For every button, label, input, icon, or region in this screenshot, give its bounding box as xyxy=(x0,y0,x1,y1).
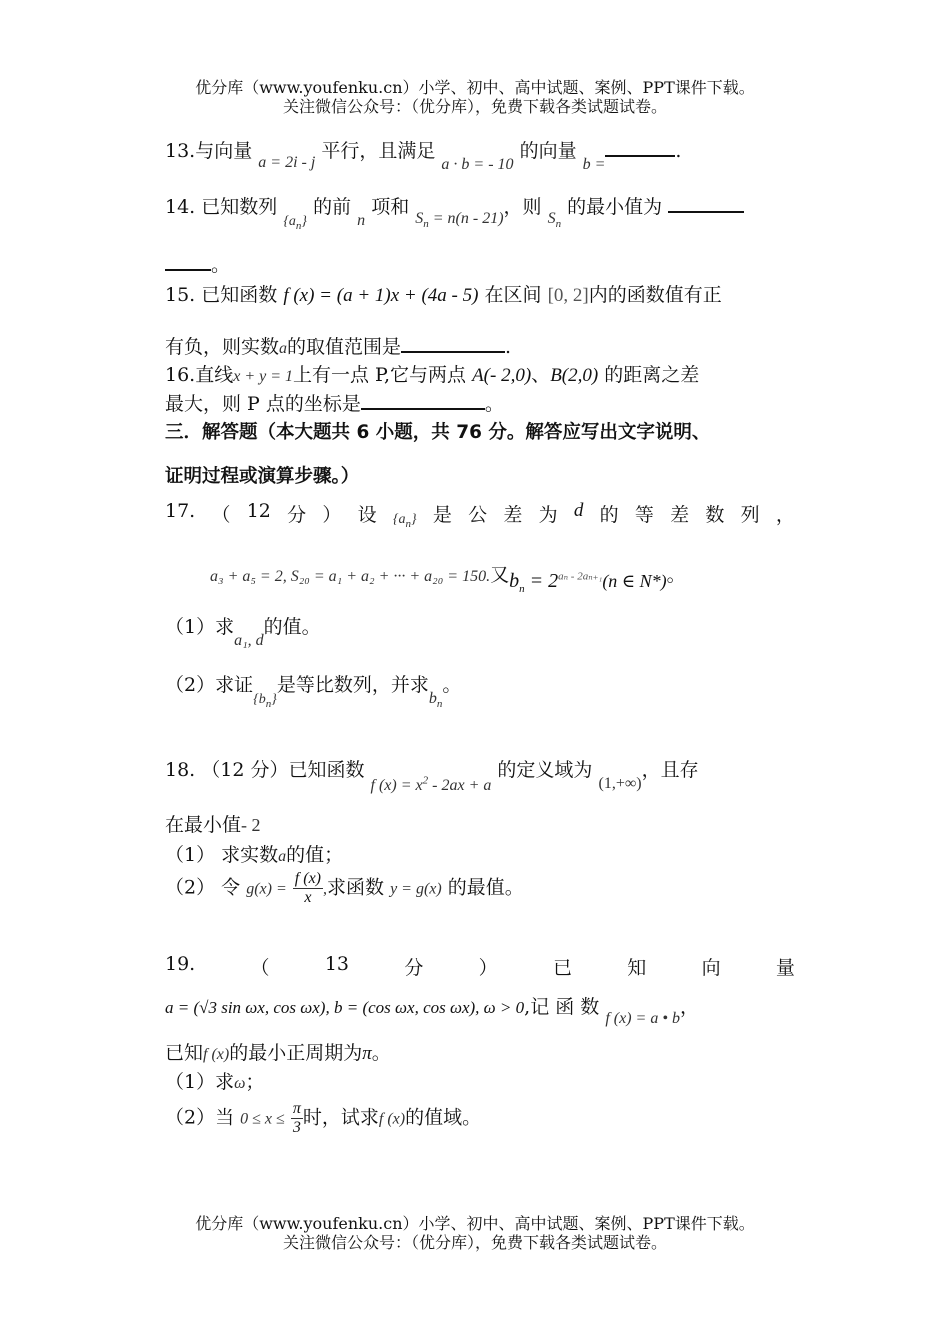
q17-c10: ， xyxy=(775,504,795,526)
q13-text-2: 平行，且满足 xyxy=(321,140,436,162)
q14-n: n xyxy=(357,212,366,229)
q16-text-3: 的距离之差 xyxy=(604,364,700,386)
q19-c2: 知 xyxy=(627,957,647,979)
question-15 xyxy=(165,280,722,307)
q18-p1-text-2: 的值； xyxy=(286,844,344,866)
q17-c3: 差 xyxy=(503,504,523,526)
q19-c1: 已 xyxy=(552,957,572,979)
q16-text: 16.直线 xyxy=(165,364,234,386)
q17-c9: 列 xyxy=(740,504,760,526)
q18-p2-text-2: 求函数 xyxy=(327,876,385,899)
section-3-line-2: 证明过程或演算步骤。） xyxy=(165,466,360,487)
q15-text-5: 的取值范围是 xyxy=(287,336,402,358)
q19-num: 19. xyxy=(165,953,196,975)
question-15-line-2 xyxy=(165,332,511,359)
q18-text-3: ，且存 xyxy=(641,759,699,781)
q13-answer-blank[interactable] xyxy=(605,153,675,157)
q16-text-4: 最大，则 P 点的坐标是 xyxy=(165,393,361,415)
q19-end: 。 xyxy=(371,1042,391,1064)
q14-end: 。 xyxy=(211,254,231,276)
q18-text-4: 在最小值 xyxy=(165,814,242,836)
q19-pi: π xyxy=(362,1043,372,1064)
q19-p1-omega: ω xyxy=(234,1075,246,1092)
q17-c4: 为 xyxy=(538,504,558,526)
q19-c4: 量 xyxy=(775,957,795,979)
q17-p2-text-2: 是等比数列，并求 xyxy=(276,674,429,696)
question-14 xyxy=(165,192,744,232)
q16-point-a: A(- 2,0) xyxy=(472,365,532,386)
q14-sn: Sn xyxy=(547,210,562,231)
q17-part-1 xyxy=(165,612,321,649)
q19-p2-text: （2）当 xyxy=(165,1106,235,1129)
q15-text-2: 在区间 xyxy=(484,284,542,306)
q17-paren-close: ） xyxy=(322,504,342,526)
q15-answer-blank[interactable] xyxy=(401,349,505,353)
q17-c1: 是 xyxy=(432,504,452,526)
question-19 xyxy=(165,953,795,980)
page-footer xyxy=(0,1214,950,1252)
q19-p2-text-2: 时，试求 xyxy=(302,1106,379,1129)
q15-text-3: 内的函数值有正 xyxy=(588,284,722,306)
section-3-heading xyxy=(165,418,710,488)
q17-p2-bn-2: bn xyxy=(428,690,443,711)
q15-interval: [0, 2] xyxy=(547,285,589,306)
q17-bn-def: $b_n = 2^{a_n - 2a_{n+1}}(n$ ∈ N*) xyxy=(509,570,667,595)
q14-answer-blank-2[interactable] xyxy=(165,267,211,271)
q18-p2-comma: , xyxy=(323,880,327,898)
q15-a: a xyxy=(279,340,288,357)
q15-function: f (x) = (a + 1)x + (4a - 5) xyxy=(283,285,479,306)
q15-text-4: 有负，则实数 xyxy=(165,336,280,358)
q14-text-5: 的最小值为 xyxy=(567,196,663,218)
q19-vectors: a = (√3 sin ωx, cos ωx), b = (cos ωx, cos ωx), ω > 0 xyxy=(165,998,525,1017)
q17-she: 设 xyxy=(357,504,377,526)
q14-continuation xyxy=(165,250,230,277)
q17-p2-bn: {bn} xyxy=(253,692,277,710)
q19-p1-text-2: ； xyxy=(245,1071,265,1093)
q17-p1-text: （1）求 xyxy=(165,616,235,638)
q18-text: 18. （12 分）已知函数 xyxy=(165,759,365,781)
section-3-line-1: 三．解答题（本大题共 6 小题，共 76 分。解答应写出文字说明、 xyxy=(165,422,711,443)
q17-c6: 等 xyxy=(634,504,654,526)
q17-c8: 数 xyxy=(705,504,725,526)
q18-line-2 xyxy=(165,810,261,837)
q18-function: f (x) = x2 - 2ax + a xyxy=(370,774,492,794)
q19-paren-open: （ xyxy=(250,957,270,979)
q13-vector-b: b = xyxy=(582,156,606,173)
q17-p1-text-2: 的值。 xyxy=(263,616,321,638)
q15-text: 15. 已知函数 xyxy=(165,284,278,306)
q17-c7: 差 xyxy=(670,504,690,526)
q18-part-2 xyxy=(165,870,524,907)
q17-you: 又 xyxy=(490,564,510,586)
q18-p2-g: g(x) = xyxy=(246,880,287,898)
q17-c2: 公 xyxy=(468,504,488,526)
q18-p2-y: y = g(x) xyxy=(390,880,442,898)
q16-end: 。 xyxy=(484,393,504,415)
q17-conditions xyxy=(210,560,686,595)
footer-line-2: 关注微信公众号：（优分库），免费下载各类试题试卷。 xyxy=(282,1233,667,1252)
q18-p1-text: （1） 求实数 xyxy=(165,844,279,866)
q14-sum-formula: Sn = n(n - 21) xyxy=(415,210,504,231)
footer-line-1: 优分库（www.youfenku.cn）小学、初中、高中试题、案例、PPT课件下载。 xyxy=(195,1214,755,1233)
question-17 xyxy=(165,500,795,530)
question-16 xyxy=(165,360,699,387)
q17-paren-open: （ xyxy=(211,504,231,526)
q14-answer-blank[interactable] xyxy=(668,209,744,213)
q15-end: . xyxy=(505,336,512,358)
q16-sep: 、 xyxy=(531,364,551,386)
q17-sequence: $\{a_n\}$ xyxy=(392,512,417,530)
q19-part-2 xyxy=(165,1100,481,1137)
q19-c3: 向 xyxy=(701,957,721,979)
q19-points: 13 xyxy=(324,953,350,975)
q19-text-4: 的最小正周期为 xyxy=(229,1042,363,1064)
q19-p1-text: （1）求 xyxy=(165,1071,235,1093)
question-16-line-2 xyxy=(165,389,504,416)
q18-part-1 xyxy=(165,840,343,867)
q19-header-line xyxy=(165,953,795,980)
q13-dot-product: a · b = - 10 xyxy=(441,156,514,173)
q18-p2-text-3: 的最值。 xyxy=(447,876,524,899)
q14-sequence: {an} xyxy=(283,214,308,232)
q19-line-3 xyxy=(165,1038,391,1065)
q14-text-4: ，则 xyxy=(503,196,542,218)
q18-p2-fraction: $\frac{f (x)}{x}$ xyxy=(294,870,321,906)
q17-fen: 分 xyxy=(287,504,307,526)
q19-part-1 xyxy=(165,1067,264,1094)
q17-header-line xyxy=(165,500,795,530)
q14-text-2: 的前 xyxy=(313,196,352,218)
q18-text-2: 的定义域为 xyxy=(497,759,593,781)
q19-p2-text-3: 的值域。 xyxy=(405,1106,482,1129)
header-line-2: 关注微信公众号：（优分库），免费下载各类试题试卷。 xyxy=(282,97,667,116)
q19-text-2: ， xyxy=(679,996,699,1018)
q19-fen: 分 xyxy=(404,957,424,979)
q18-p1-math: a xyxy=(278,848,287,865)
q13-period: . xyxy=(675,140,682,162)
q17-equation: a₃ + a₅ = 2, S₂₀ = a₁ + a₂ + ··· + a₂₀ = 150. xyxy=(210,568,491,585)
q16-text-2: 上有一点 P,它与两点 xyxy=(293,364,467,386)
q19-fx: f (x) xyxy=(203,1046,230,1063)
q19-text-3: 已知 xyxy=(165,1042,204,1064)
q17-p2-text: （2）求证 xyxy=(165,674,254,696)
q18-p2-text: （2） 令 xyxy=(165,876,241,899)
q17-part-2 xyxy=(165,670,462,711)
q19-function: f (x) = a • b xyxy=(605,1010,680,1027)
q18-domain: (1,+∞) xyxy=(598,775,642,792)
q19-p2-fx: f (x) xyxy=(378,1110,406,1128)
question-18 xyxy=(165,755,699,794)
q13-text-3: 的向量 xyxy=(519,140,577,162)
q19-p2-range: 0 ≤ x ≤ xyxy=(240,1110,285,1128)
q19-paren-close: ） xyxy=(478,957,498,979)
q17-num: 17. xyxy=(165,500,196,522)
q19-text: ,记 函 数 xyxy=(524,996,600,1018)
q14-text-3: 项和 xyxy=(371,196,410,218)
q13-text: 13.与向量 xyxy=(165,140,253,162)
q18-min-value: - 2 xyxy=(241,815,261,835)
q17-c5: 的 xyxy=(599,504,619,526)
q17-p2-end: 。 xyxy=(442,674,462,696)
q19-vectors-line xyxy=(165,992,699,1027)
header-line-1: 优分库（www.youfenku.cn）小学、初中、高中试题、案例、PPT课件下载。 xyxy=(195,78,755,97)
q17-points: 12 xyxy=(246,500,271,522)
q16-line: x + y = 1 xyxy=(233,368,294,385)
q16-point-b: B(2,0) xyxy=(550,365,599,386)
q17-d: d xyxy=(573,500,584,521)
q16-answer-blank[interactable] xyxy=(361,406,485,410)
q17-end: 。 xyxy=(666,564,686,586)
q17-p1-math: a₁, d xyxy=(234,632,264,649)
q19-p2-fraction: $\frac{\pi}{3}$ xyxy=(292,1100,301,1136)
q14-text: 14. 已知数列 xyxy=(165,196,278,218)
q13-vector-a: a = 2i - j xyxy=(258,154,316,171)
page-header xyxy=(0,78,950,116)
